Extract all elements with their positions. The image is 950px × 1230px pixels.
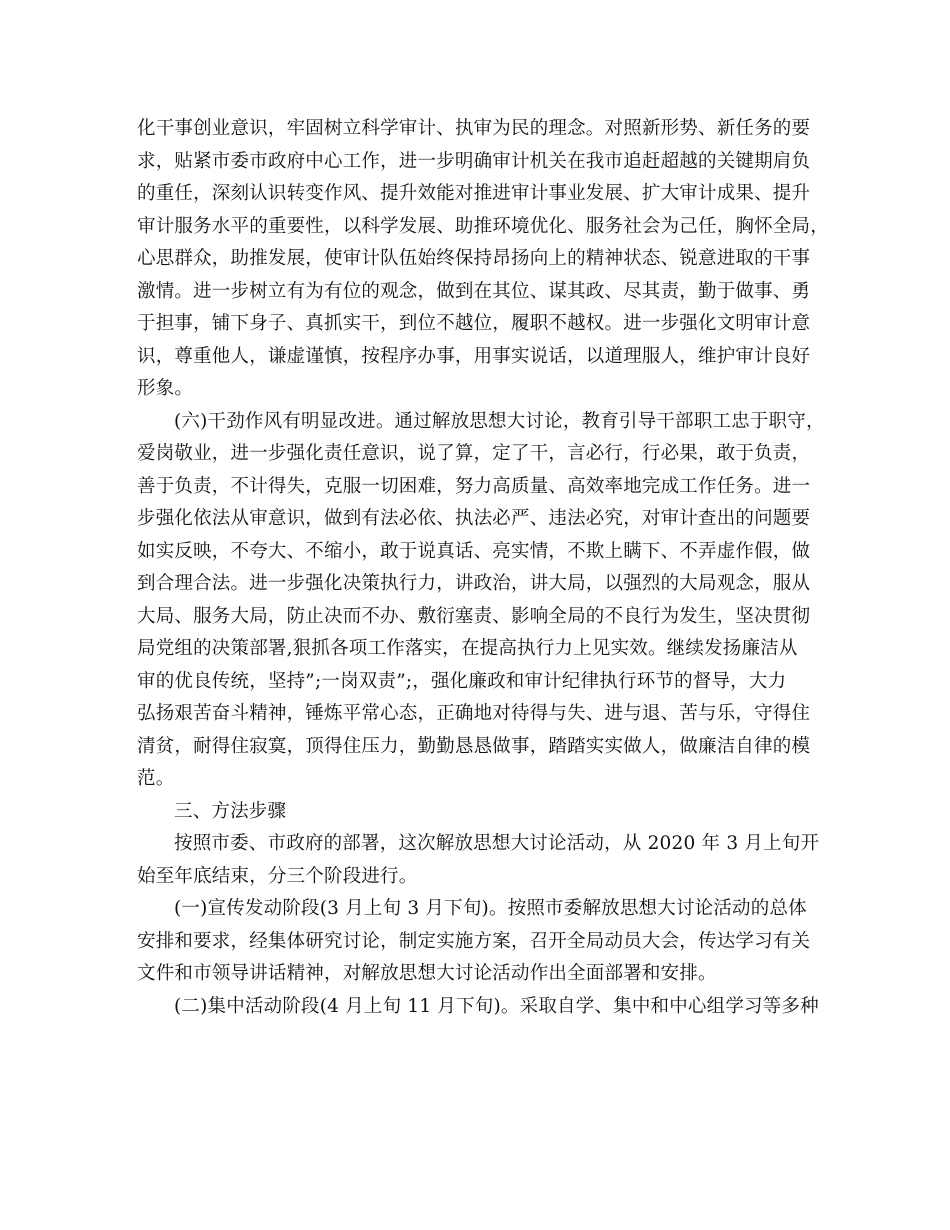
text-line: (一)宣传发动阶段(3 月上旬 3 月下旬)。按照市委解放思想大讨论活动的总体 (174, 898, 807, 919)
text-line: (六)干劲作风有明显改进。通过解放思想大讨论，教育引导干部职工忠于职守， (174, 410, 825, 432)
text-line: 爱岗敬业，进一步强化责任意识，说了算，定了干，言必行，行必果，敢于负责， (137, 443, 811, 464)
text-line: 清贫，耐得住寂寞，顶得住压力，勤勤恳恳做事，踏踏实实做人，做廉洁自律的模 (137, 735, 811, 757)
text-line: 求，贴紧市委市政府中心工作，进一步明确审计机关在我市追赶超越的关键期肩负 (137, 150, 811, 172)
text-line: 大局、服务大局，防止决而不办、敷衍塞责、影响全局的不良行为发生，坚决贯彻 (137, 605, 811, 627)
text-line: 文件和市领导讲话精神，对解放思想大讨论活动作出全面部署和安排。 (137, 963, 717, 984)
text-line: 始至年底结束，分三个阶段进行。 (137, 865, 418, 887)
text-line: 的重任，深刻认识转变作风、提升效能对推进审计事业发展、扩大审计成果、提升 (137, 183, 811, 204)
text-line: 局党组的决策部署,狠抓各项工作落实，在提高执行力上见实效。继续发扬廉洁从 (137, 638, 798, 659)
text-line: 形象。 (137, 378, 194, 399)
text-line: 审计服务水平的重要性，以科学发展、助推环境优化、服务社会为己任，胸怀全局， (137, 215, 829, 237)
text-line: 步强化依法从审意识，做到有法必依、执法必严、违法必究，对审计查出的问题要 (137, 508, 811, 529)
text-line: 弘扬艰苦奋斗精神，锤炼平常心态，正确地对待得与失、进与退、苦与乐，守得住 (137, 703, 811, 724)
text-line: 安排和要求，经集体研究讨论，制定实施方案，召开全局动员大会，传达学习有关 (137, 930, 811, 952)
text-line: 于担事，铺下身子、真抓实干，到位不越位，履职不越权。进一步强化文明审计意 (137, 313, 811, 334)
text-line: 审的优良传统，坚持”;一岗双责”;，强化廉政和审计纪律执行环节的督导，大力 (137, 670, 787, 692)
text-line: 化干事创业意识，牢固树立科学审计、执审为民的理念。对照新形势、新任务的要 (137, 118, 811, 139)
document-body (137, 113, 837, 1023)
text-line: (二)集中活动阶段(4 月上旬 11 月下旬)。采取自学、集中和中心组学习等多种 (174, 995, 819, 1017)
text-line: 善于负责，不计得失，克服一切困难，努力高质量、高效率地完成工作任务。进一 (137, 475, 811, 497)
text-line: 三、方法步骤 (174, 800, 287, 822)
text-line: 范。 (137, 768, 175, 789)
text-line: 激情。进一步树立有为有位的观念，做到在其位、谋其政、尽其责，勤于做事、勇 (137, 280, 811, 302)
text-line: 到合理合法。进一步强化决策执行力，讲政治，讲大局，以强烈的大局观念，服从 (137, 573, 811, 594)
text-line: 按照市委、市政府的部署，这次解放思想大讨论活动，从 2020 年 3 月上旬开 (174, 833, 820, 854)
text-line: 识，尊重他人，谦虚谨慎，按程序办事，用事实说话，以道理服人，维护审计良好 (137, 345, 811, 367)
text-line: 如实反映，不夸大、不缩小，敢于说真话、亮实情，不欺上瞒下、不弄虚作假，做 (137, 540, 811, 562)
text-line: 心思群众，助推发展，使审计队伍始终保持昂扬向上的精神状态、锐意进取的干事 (137, 248, 811, 269)
